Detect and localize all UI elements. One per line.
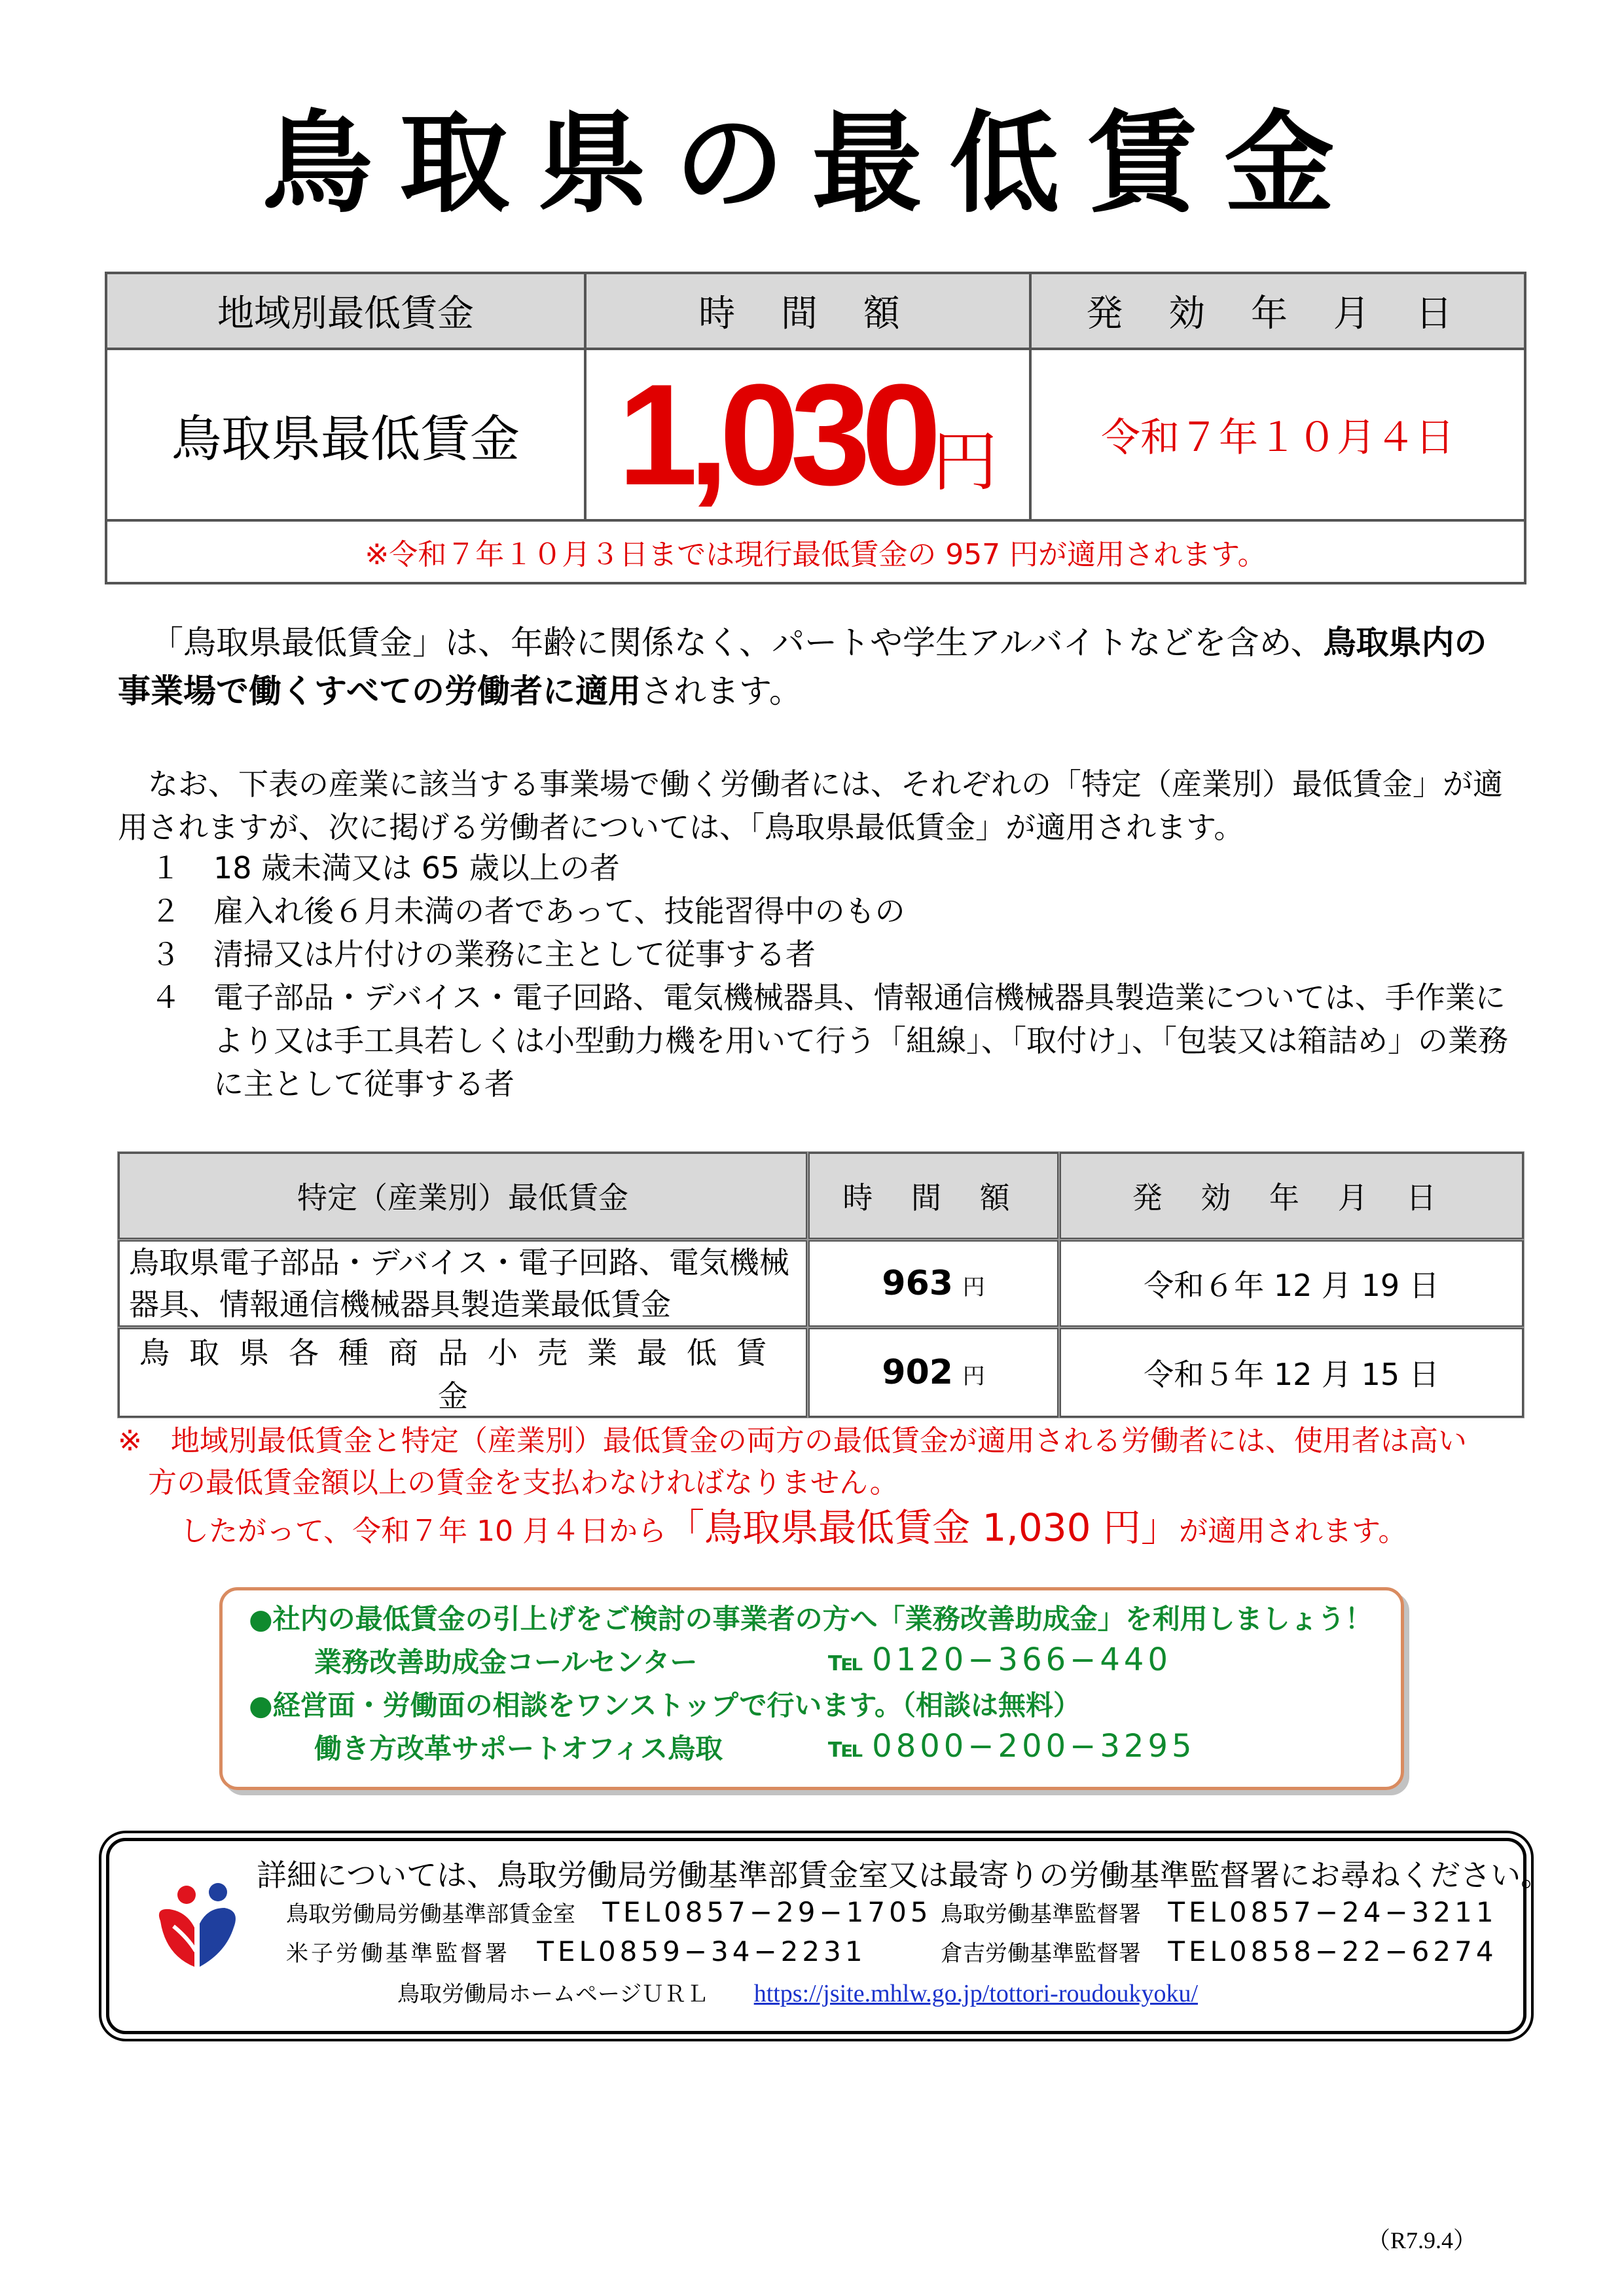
effective-date: 令和７年１０月４日 [1030, 349, 1525, 520]
list-number: １ [151, 850, 181, 886]
office-name [314, 1729, 723, 1768]
hourly-wage [585, 349, 1030, 520]
ind-header-name: 特定（産業別）最低賃金 [118, 1152, 808, 1240]
list-text: 雇入れ後６月未満の者であって、技能習得中のもの [213, 893, 905, 929]
ind-header-amount: 時 間 額 [808, 1152, 1059, 1240]
amount-unit: 円 [962, 1363, 985, 1390]
list-item [151, 933, 1525, 976]
url-row [397, 1976, 1198, 2008]
industry-date: 令和６年 12 月 19 日 [1059, 1240, 1524, 1327]
exception-list [151, 846, 1525, 1105]
industry-paragraph: なお、下表の産業に該当する事業場で働く労働者には、それぞれの「特定（産業別）最低賃金」が適用されますが、次に掲げる労働者については、「鳥取県最低賃金」が適用されます。 [118, 766, 1503, 845]
table-row [118, 1327, 1524, 1418]
support-line-3 [249, 1686, 1081, 1725]
wage-unit: 円 [932, 423, 998, 500]
industry-amount [808, 1327, 1059, 1418]
transition-note: ※令和７年１０月３日までは現行最低賃金の 957 円が適用されます。 [106, 520, 1525, 583]
office-tel[interactable]: TEL0857−29−1705 [602, 1896, 932, 1928]
contact-box [106, 1838, 1551, 2034]
amount-value: 902 [882, 1353, 953, 1392]
note-line-1: ※ 地域別最低賃金と特定（産業別）最低賃金の両方の最低賃金が適用される労働者には、使用者は高い [118, 1424, 1467, 1458]
support-line-3-text: ●経営面・労働面の相談をワンストップで行います。（相談は無料） [249, 1689, 1081, 1721]
callcenter-name [314, 1643, 697, 1682]
contact-header: 詳細については、鳥取労働局労働基準部賃金室又は最寄りの労働基準監督署にお尋ねください。 [257, 1857, 1551, 1893]
mhlw-logo-icon [147, 1875, 245, 1973]
list-item [151, 889, 1525, 933]
intro-text-c: されます。 [641, 672, 802, 710]
note-line-3c: が適用されます。 [1179, 1515, 1407, 1548]
office-tel[interactable] [828, 1727, 1196, 1767]
office-tel[interactable]: TEL0857−24−3211 [1168, 1896, 1498, 1928]
office-name: 鳥取労働局労働基準部賃金室 [286, 1901, 575, 1928]
header-region: 地域別最低賃金 [106, 273, 585, 349]
list-text: 18 歳未満又は 65 歳以上の者 [213, 850, 620, 886]
list-number: ２ [151, 893, 181, 929]
intro-paragraph [118, 619, 1519, 715]
office-row [941, 1896, 1498, 1928]
industry-name: 鳥取県各種商品小売業最低賃金 [118, 1327, 808, 1418]
industry-date: 令和５年 12 月 15 日 [1059, 1327, 1524, 1418]
revision-date: （R7.9.4） [1366, 2227, 1477, 2253]
header-effective-date: 発 効 年 月 日 [1030, 273, 1525, 349]
region-name: 鳥取県最低賃金 [106, 349, 585, 520]
office-row [286, 1896, 932, 1928]
list-text: 電子部品・デバイス・電子回路、電気機械器具、情報通信機械器具製造業については、手作業により又は手工具若しくは小型動力機を用いて行う「組線」、「取付け」、「包装又は箱詰め」の業務に主として従事する者 [213, 980, 1508, 1102]
url-label: 鳥取労働局ホームページＵＲＬ [397, 1981, 709, 2007]
office-name: 米子労働基準監督署 [286, 1941, 510, 1967]
list-item [151, 846, 1525, 889]
intro-text-a: 「鳥取県最低賃金」は、年齢に関係なく、パートや学生アルバイトなどを含め、 [151, 624, 1324, 662]
note-line-2: 方の最低賃金額以上の賃金を支払わなければなりません。 [148, 1466, 899, 1499]
office-tel[interactable]: TEL0859−34−2231 [537, 1935, 867, 1967]
header-amount: 時 間 額 [585, 273, 1030, 349]
office-row [286, 1935, 867, 1967]
page-title: 鳥取県の最低賃金 [262, 99, 1362, 228]
office-tel-number: 0800−200−3295 [872, 1728, 1196, 1765]
list-text: 清掃又は片付けの業務に主として従事する者 [213, 937, 816, 972]
note-line-3 [118, 1507, 1525, 1552]
callcenter-tel-number: 0120−366−440 [872, 1641, 1172, 1678]
office-name: 倉吉労働基準監督署 [941, 1941, 1141, 1967]
dual-wage-note [118, 1420, 1525, 1552]
amount-unit: 円 [962, 1274, 985, 1300]
list-item [151, 976, 1525, 1105]
support-line-1-text: ●社内の最低賃金の引上げをご検討の事業者の方へ「業務改善助成金」を利用しましょう！ [249, 1603, 1373, 1635]
office-name: 鳥取労働基準監督署 [941, 1901, 1141, 1928]
regional-wage-table [105, 272, 1526, 584]
callcenter-tel[interactable] [828, 1640, 1172, 1681]
office-tel[interactable]: TEL0858−22−6274 [1168, 1935, 1498, 1967]
office-row [941, 1935, 1498, 1967]
callcenter-name-text: 業務改善助成金コールセンター [314, 1646, 698, 1678]
wage-amount: 1,030 [617, 353, 933, 515]
amount-value: 963 [882, 1264, 953, 1303]
support-line-1 [249, 1600, 1373, 1639]
list-number: ４ [151, 980, 181, 1015]
intro-text-bold: 鳥取県内の事業場で働くすべての労働者に適用 [118, 624, 1487, 710]
table-row [118, 1240, 1524, 1327]
industry-amount [808, 1240, 1059, 1327]
list-number: ３ [151, 937, 181, 972]
industry-name: 鳥取県電子部品・デバイス・電子回路、電気機械器具、情報通信機械器具製造業最低賃金 [118, 1240, 808, 1327]
tel-icon: ℡ [828, 1731, 863, 1763]
industry-wage-table [118, 1152, 1524, 1418]
ind-header-date: 発 効 年 月 日 [1059, 1152, 1524, 1240]
homepage-link[interactable]: https://jsite.mhlw.go.jp/tottori-roudoukyoku/ [753, 1980, 1199, 2007]
note-line-3a: したがって、令和７年 10 月４日から [180, 1515, 667, 1548]
tel-icon: ℡ [828, 1645, 863, 1677]
note-line-3b: 「鳥取県最低賃金 1,030 円」 [666, 1505, 1180, 1550]
support-box [219, 1587, 1404, 1790]
office-name-text: 働き方改革サポートオフィス鳥取 [314, 1732, 723, 1765]
